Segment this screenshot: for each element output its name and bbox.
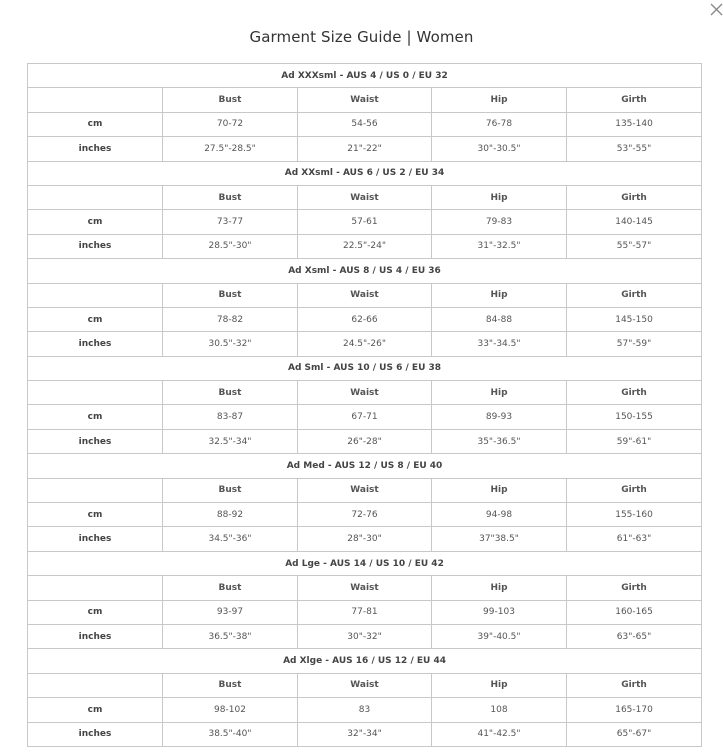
size-heading: Ad Lge - AUS 14 / US 10 / EU 42 [28,551,702,575]
column-header-bust: Bust [163,381,298,405]
table-cell: 79-83 [432,210,567,234]
table-cell: 160-165 [567,600,702,624]
column-header-waist: Waist [298,185,432,209]
column-header-hip: Hip [432,283,567,307]
row-label: cm [28,405,163,429]
table-cell: 31"-32.5" [432,234,567,258]
table-cell: 135-140 [567,112,702,136]
size-heading-row [28,356,702,380]
column-header-waist: Waist [298,576,432,600]
size-heading: Ad Xsml - AUS 8 / US 4 / EU 36 [28,259,702,283]
table-cell: 37"38.5" [432,527,567,551]
column-header-girth: Girth [567,381,702,405]
table-cell: 28.5"-30" [163,234,298,258]
table-row [28,722,702,746]
table-cell: 62-66 [298,307,432,331]
table-cell: 30.5"-32" [163,332,298,356]
size-heading: Ad Med - AUS 12 / US 8 / EU 40 [28,454,702,478]
row-label: inches [28,527,163,551]
table-row [28,234,702,258]
column-header-hip: Hip [432,88,567,112]
table-row [28,307,702,331]
blank-cell [28,478,163,502]
column-header-hip: Hip [432,381,567,405]
column-header-girth: Girth [567,576,702,600]
table-cell: 59"-61" [567,429,702,453]
row-label: cm [28,210,163,234]
size-heading: Ad XXsml - AUS 6 / US 2 / EU 34 [28,161,702,185]
table-cell: 27.5"-28.5" [163,137,298,161]
table-cell: 65"-67" [567,722,702,746]
blank-cell [28,185,163,209]
column-header-bust: Bust [163,88,298,112]
column-header-girth: Girth [567,185,702,209]
row-label: cm [28,307,163,331]
table-cell: 73-77 [163,210,298,234]
close-icon[interactable] [701,0,723,22]
column-header-girth: Girth [567,283,702,307]
table-cell: 78-82 [163,307,298,331]
column-header-row [28,381,702,405]
table-cell: 61"-63" [567,527,702,551]
column-header-hip: Hip [432,673,567,697]
table-cell: 54-56 [298,112,432,136]
table-cell: 83 [298,698,432,722]
table-cell: 88-92 [163,503,298,527]
table-cell: 77-81 [298,600,432,624]
column-header-row [28,283,702,307]
column-header-waist: Waist [298,283,432,307]
table-cell: 36.5"-38" [163,624,298,648]
table-cell: 22.5"-24" [298,234,432,258]
table-cell: 33"-34.5" [432,332,567,356]
table-cell: 140-145 [567,210,702,234]
table-cell: 57-61 [298,210,432,234]
column-header-waist: Waist [298,478,432,502]
size-heading-row [28,454,702,478]
table-cell: 165-170 [567,698,702,722]
size-heading-row [28,649,702,673]
table-row [28,503,702,527]
table-cell: 38.5"-40" [163,722,298,746]
table-cell: 30"-32" [298,624,432,648]
row-label: inches [28,332,163,356]
blank-cell [28,576,163,600]
row-label: inches [28,624,163,648]
table-cell: 108 [432,698,567,722]
size-table [27,63,702,747]
column-header-row [28,185,702,209]
column-header-hip: Hip [432,185,567,209]
table-cell: 34.5"-36" [163,527,298,551]
table-row [28,210,702,234]
column-header-row [28,88,702,112]
table-row [28,332,702,356]
size-heading-row [28,551,702,575]
row-label: inches [28,429,163,453]
column-header-waist: Waist [298,88,432,112]
table-cell: 84-88 [432,307,567,331]
size-heading: Ad XXXsml - AUS 4 / US 0 / EU 32 [28,64,702,88]
row-label: inches [28,722,163,746]
table-cell: 30"-30.5" [432,137,567,161]
table-cell: 32.5"-34" [163,429,298,453]
size-heading-row [28,64,702,88]
blank-cell [28,88,163,112]
table-cell: 93-97 [163,600,298,624]
size-heading-row [28,161,702,185]
row-label: cm [28,698,163,722]
table-cell: 24.5"-26" [298,332,432,356]
table-cell: 89-93 [432,405,567,429]
column-header-row [28,673,702,697]
column-header-bust: Bust [163,673,298,697]
table-row [28,527,702,551]
column-header-girth: Girth [567,88,702,112]
table-cell: 57"-59" [567,332,702,356]
table-cell: 67-71 [298,405,432,429]
table-cell: 94-98 [432,503,567,527]
table-cell: 32"-34" [298,722,432,746]
column-header-girth: Girth [567,673,702,697]
column-header-waist: Waist [298,381,432,405]
row-label: cm [28,600,163,624]
table-cell: 150-155 [567,405,702,429]
column-header-girth: Girth [567,478,702,502]
table-cell: 145-150 [567,307,702,331]
table-cell: 35"-36.5" [432,429,567,453]
page-title: Garment Size Guide | Women [249,28,474,46]
row-label: inches [28,137,163,161]
table-cell: 99-103 [432,600,567,624]
column-header-bust: Bust [163,478,298,502]
table-cell: 39"-40.5" [432,624,567,648]
size-heading-row [28,259,702,283]
row-label: inches [28,234,163,258]
table-row [28,137,702,161]
table-cell: 76-78 [432,112,567,136]
size-heading: Ad Sml - AUS 10 / US 6 / EU 38 [28,356,702,380]
blank-cell [28,673,163,697]
blank-cell [28,381,163,405]
table-cell: 70-72 [163,112,298,136]
table-cell: 55"-57" [567,234,702,258]
column-header-hip: Hip [432,576,567,600]
table-cell: 155-160 [567,503,702,527]
column-header-row [28,478,702,502]
table-cell: 21"-22" [298,137,432,161]
table-row [28,429,702,453]
row-label: cm [28,503,163,527]
table-row [28,405,702,429]
close-button[interactable] [701,0,723,22]
column-header-hip: Hip [432,478,567,502]
column-header-bust: Bust [163,185,298,209]
column-header-waist: Waist [298,673,432,697]
size-heading: Ad Xlge - AUS 16 / US 12 / EU 44 [28,649,702,673]
table-row [28,698,702,722]
table-cell: 28"-30" [298,527,432,551]
table-cell: 53"-55" [567,137,702,161]
row-label: cm [28,112,163,136]
column-header-bust: Bust [163,576,298,600]
table-cell: 83-87 [163,405,298,429]
table-cell: 26"-28" [298,429,432,453]
table-cell: 41"-42.5" [432,722,567,746]
table-cell: 72-76 [298,503,432,527]
column-header-bust: Bust [163,283,298,307]
table-row [28,600,702,624]
blank-cell [28,283,163,307]
column-header-row [28,576,702,600]
table-cell: 63"-65" [567,624,702,648]
table-row [28,112,702,136]
table-cell: 98-102 [163,698,298,722]
table-row [28,624,702,648]
